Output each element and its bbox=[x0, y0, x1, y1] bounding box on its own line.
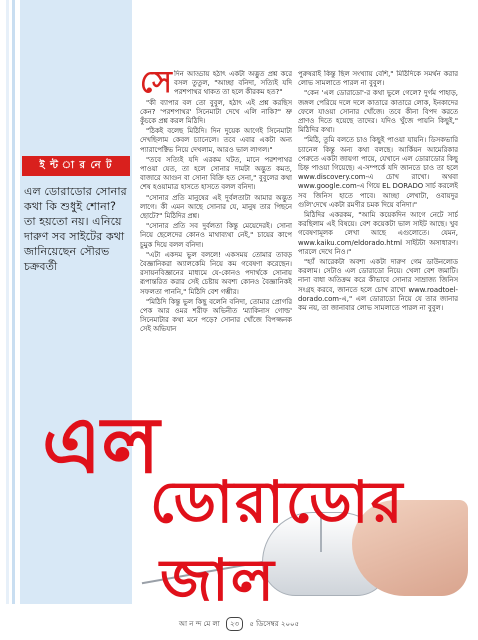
article-paragraph: সেদিন আড্ডায় হঠাৎ একটা অদ্ভুত প্রশ্ন করে বসল তুতুল, "আচ্ছা বনিদা, সত্যিই যদি পরশপাথর থাকত তা হলে কীরকম হত?" bbox=[140, 70, 292, 100]
headline-word-1: এল bbox=[42, 400, 160, 491]
page-footer bbox=[0, 617, 478, 631]
article-paragraph: "হ্যাঁ আরেকটা অবশ্য একটা দারুণ গেম ডাউনলোড করলাম। সেটাও এল ডোরাডো নিয়ে। খেলা বেশ জমাটি। নানা বাধা অতিক্রম করে কীভাবে সোনার সাম্রাজ্য জিনিস সংগ্রহ করবে, জানতে হলে চোখ রাখো www.roadtoel-dorado.com-এ," এল ডোরাডো নিয়ে যে তার জানার কম নয়, তা জানাবার লোভ সামলাতে পারল না বুবুল। bbox=[298, 258, 458, 313]
article-paragraph: "তবে সত্যিই যদি এরকম ঘটত, মানে পরশপাথর পাওয়া যেত, তা হলে সোনার দামটা অদ্ভুত কমত, বাজারে আগুন বা সোনা বিক্রি হত সেনা," বুবুলের কথা শেষ হওয়ামাত্র হাসতে হাসতে বলল বনিদা। bbox=[140, 155, 292, 192]
headline-word-2: ডোরাডোর bbox=[150, 468, 405, 536]
article-paragraph: "কী ব্যাপার বল তো বুবুল, হঠাৎ এই প্রশ্ন করছিস কেন? 'পরশপাথর' সিনেমাটা দেখে এলি নাকি?" ভ্রু কুঁচকে প্রশ্ন করল মিঠিদি। bbox=[140, 98, 292, 126]
page-number: ২৩ bbox=[226, 617, 243, 631]
article-paragraph: "কেন 'এল ডোরাডো'-র কথা ভুলে গেলে? দুর্গম পাহাড়, জঙ্গল পেরিয়ে দলে দলে কাতারে কাতারে লোক, ইনকাদের ফেলে যাওয়া সোনার খোঁজে। তবে কীনা বিপদ করতে প্রাণও দিতে হয়েছে তাদের। যদিও খুঁজে পায়নি কিছুই," মিঠিদির কথা। bbox=[298, 89, 458, 135]
headline-word-3: জাল bbox=[160, 546, 276, 614]
article-paragraph: "মিঠি, তুমি বলতে চাও কিছুই পাওয়া যায়নি। ডিসকভারি চ্যানেল কিন্তু অন্য কথা বলছে। আর্কিয়ন আমেরিকার পেরুতে একটা জায়গা পায়ে, যেখানে এল ডোরাডোর কিছু চিহ্ন পাওয়া গিয়েছে। এ-সম্পর্কে যদি জানতে চাও তা হলে www.discovery.com-এ চোখ রাখো। অথবা www.google.com-এ গিয়ে EL DORADO সার্চ করলেই সব জিনিস হাতে পাবে। আচ্ছা লেখাটা, ওবায়দুর গুলি'দেখে একটা রমণীর চমক দিয়ে বনিদা।" bbox=[298, 136, 458, 209]
section-label: ই ন্ট া র নে ট bbox=[22, 156, 130, 176]
article-column-middle bbox=[140, 70, 292, 400]
left-color-band bbox=[20, 0, 132, 604]
decorative-stripe bbox=[6, 0, 9, 604]
issue-date: ৫ ডিসেম্বর ২০০৫ bbox=[249, 620, 300, 628]
article-paragraph: "মিঠিদি কিন্তু ভুল কিছু বলেনি বনিদা, তোমার প্রোগরি পেক আর ওমর শরীফ অভিনীত 'ম্যাকিনাস গোল্ড' সিনেমাটার কথা মনে পড়ে? সোনার খোঁজে বিপজ্জনক সেই অভিযান bbox=[140, 297, 292, 334]
article-paragraph: "সোনার প্রতি মানুষের এই দুর্বলতাটা আমার অদ্ভুত লাগে। কী এমন আছে সোনার যে, মানুষ তার পিছনে ছোটে?" মিঠিদির প্রশ্ন। bbox=[140, 193, 292, 221]
drop-cap: সে bbox=[140, 70, 172, 100]
article-paragraph: "সোনার প্রতি সব দুর্বলতা কিন্তু মেয়েদেরই। সোনা নিয়ে ছেলেদের কোনও মাথাব্যথা নেই," চায়ের কাপে চুমুক দিয়ে বলল বনিদা। bbox=[140, 222, 292, 249]
magazine-name: আ ন ন্দ মে লা bbox=[178, 620, 220, 628]
article-paragraph: "ঠিকই বলেছ মিঠিদি। দিন দুয়েক আগেই সিনেমাটা দেখছিলাম কেবল চ্যানেলে। তবে এবার একটা অন্য প্যারাপেক্টিভ নিয়ে দেখলাম, আরও ভাল লাগল।" bbox=[140, 127, 292, 154]
article-paragraph: মিঠিদির একরকম, "আমি কয়েকদিন আগে নেটে সার্চ করছিলাম এই বিষয়ে। বেশ কয়েকটা ভাল সাইট আছে। খুব গবেষণামূলক লেখা আছে এগুলোতে। যেমন, www.kaiku.com/eldorado.html সাইটটা অসাধারণ। পারলে দেখে নিও।" bbox=[298, 211, 458, 256]
article-paragraph: "এটা একদম ভুল বললে! একসময় তোমার তাবড় বৈজ্ঞানিকরা অ্যালকেমি নিয়ে কম গবেষণা করেছেন। রসায়নবিজ্ঞানের মাধ্যমে যে-কোনও পদার্থকে সোনায় রূপান্তরিত করার সেই চেষ্টায় অবশ্য কোনও বৈজ্ঞানিকই সফলতা পাননি," মিঠিদি বেশ গম্ভীর। bbox=[140, 250, 292, 296]
intro-text: এল ডোরাডোর সোনার কথা কি শুধুই শোনা? তা হয়তো নয়। এনিয়ে দারুণ সব সাইটের কথা জানিয়েছেন সৌরভ চক্রবর্তী bbox=[24, 185, 127, 273]
article-column-right bbox=[298, 70, 458, 442]
article-paragraph: পুরুষরাই কিন্তু ছিল সংখ্যায় বেশি," মিঠিদিকে সমর্থন করার লোভ সামলাতে পারল না বুবুল। bbox=[298, 70, 458, 88]
decorative-stripe bbox=[12, 0, 15, 604]
